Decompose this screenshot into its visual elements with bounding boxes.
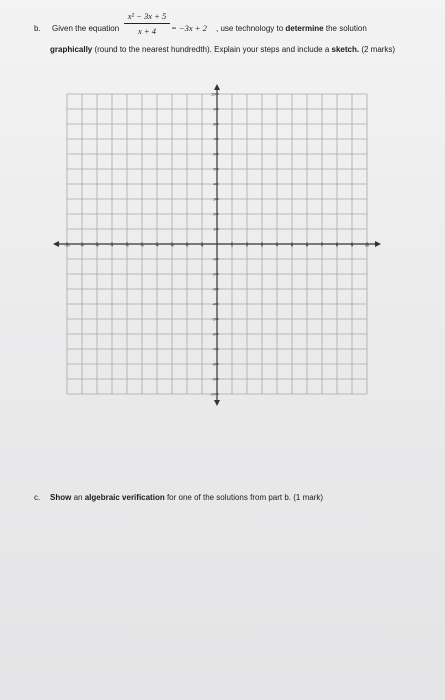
- question-c-text-2: for one of the solutions from part b. (1 mark): [164, 493, 324, 502]
- x-tick-label: 4: [275, 242, 279, 248]
- x-tick-label: -7: [110, 242, 114, 248]
- y-tick-label: 10: [211, 91, 216, 97]
- x-tick-label: 1: [230, 242, 234, 248]
- fraction-bar: [124, 23, 170, 24]
- x-tick-label: 6: [305, 242, 309, 248]
- x-tick-label: 5: [290, 242, 294, 248]
- x-tick-label: 10: [364, 242, 370, 248]
- y-tick-label: 6: [213, 151, 216, 157]
- x-tick-label: -10: [64, 242, 70, 248]
- line2-text-b: (2 marks): [359, 45, 396, 54]
- y-tick-label: -6: [211, 331, 216, 337]
- line2-bold-graphically: graphically: [50, 45, 93, 54]
- y-tick-label: -4: [211, 301, 216, 307]
- question-b-instruction: [216, 24, 367, 33]
- question-b-line2: [50, 44, 435, 55]
- y-tick-label: -5: [211, 316, 216, 322]
- fraction-denominator: x + 4: [137, 26, 156, 36]
- question-c-label: c.: [34, 493, 41, 502]
- y-tick-label: -8: [211, 361, 216, 367]
- question-c-bold-verification: algebraic verification: [84, 493, 165, 502]
- x-tick-label: -9: [80, 242, 84, 248]
- x-tick-label: -6: [125, 242, 129, 248]
- y-tick-label: -1: [211, 256, 216, 262]
- x-tick-label: -8: [95, 242, 99, 248]
- coordinate-grid: [45, 78, 385, 408]
- y-axis-arrow-up: [214, 84, 220, 90]
- equation-fraction: [124, 10, 170, 37]
- y-tick-label: 9: [213, 106, 216, 112]
- equation-rhs: = −3x + 2: [171, 23, 207, 33]
- line2-bold-sketch: sketch.: [331, 45, 360, 54]
- y-tick-label: -3: [211, 286, 216, 292]
- x-tick-label: 2: [245, 242, 249, 248]
- x-tick-label: 8: [335, 242, 339, 248]
- x-tick-label: -3: [170, 242, 174, 248]
- x-tick-label: 3: [260, 242, 264, 248]
- x-tick-label: -4: [155, 242, 159, 248]
- fraction-numerator: x² − 3x + 5: [127, 11, 167, 21]
- x-tick-label: 9: [350, 242, 354, 248]
- x-axis-arrow-left: [53, 241, 59, 247]
- question-b-line1: [34, 10, 434, 46]
- question-c-text: [50, 493, 323, 502]
- y-tick-label: 7: [213, 136, 216, 142]
- y-tick-label: -2: [211, 271, 216, 277]
- x-axis-arrow-right: [375, 241, 381, 247]
- question-c-text-1: an: [71, 493, 85, 502]
- x-tick-label: -1: [200, 242, 204, 248]
- y-tick-label: 1: [213, 226, 216, 232]
- question-c-bold-show: Show: [50, 493, 72, 502]
- y-tick-label: 8: [213, 121, 216, 127]
- axes: [53, 84, 381, 406]
- instruction-bold: determine: [285, 24, 324, 33]
- y-tick-label: 3: [213, 196, 216, 202]
- y-tick-label: 2: [213, 211, 216, 217]
- y-tick-label: -10: [209, 391, 216, 397]
- y-tick-label: 4: [213, 181, 216, 187]
- question-b-label: b.: [34, 24, 41, 33]
- question-b-intro: Given the equation: [52, 24, 120, 33]
- x-tick-label: -2: [185, 242, 189, 248]
- y-tick-label: -7: [211, 346, 216, 352]
- y-tick-label: 5: [213, 166, 216, 172]
- line2-text-a: (round to the nearest hundredth). Explain your steps and include a: [92, 45, 332, 54]
- x-tick-label: -5: [140, 242, 144, 248]
- y-axis-arrow-down: [214, 400, 220, 406]
- y-tick-label: -9: [211, 376, 216, 382]
- instruction-part-1: , use technology to: [216, 24, 286, 33]
- x-tick-label: 7: [320, 242, 324, 248]
- instruction-part-2: the solution: [323, 24, 367, 33]
